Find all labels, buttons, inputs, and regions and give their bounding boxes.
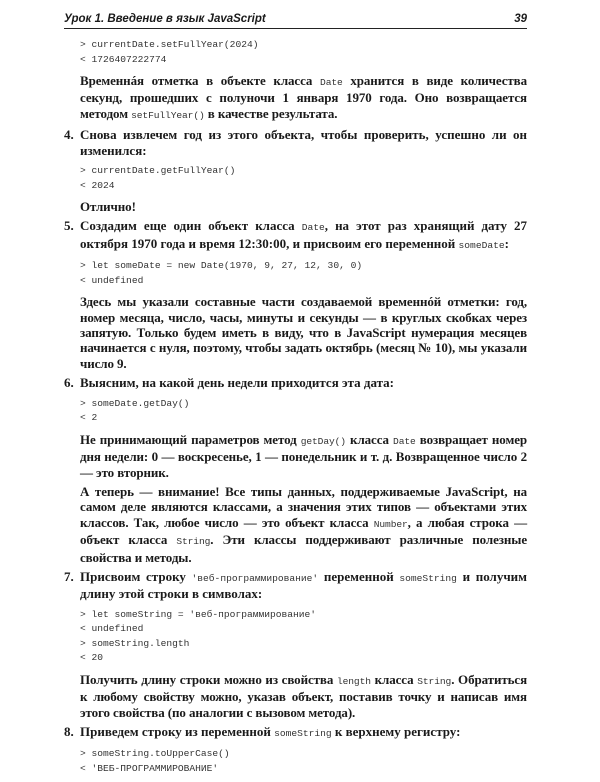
text-run: А теперь — внимание! Все типы данных, поддерживаемые JavaScript, на самом деле являются классами, а значения этих типов — объектами этих классов. Так, любое число — это объект класса xyxy=(80,483,527,530)
step-number: 6. xyxy=(64,375,74,391)
step-text xyxy=(80,218,527,253)
text-run: хранится в виде количества секунд, прошедших с полуночи 1 января 1970 года. Оно возвращается методом xyxy=(80,73,527,121)
running-header xyxy=(64,10,527,29)
text-run: , на этот раз хранящий дату 27 октября 1970 года и время 12:30:00, и присвоим его переменной xyxy=(80,218,527,251)
inline-code: String xyxy=(417,675,452,687)
code-line: < 1726407222774 xyxy=(80,53,167,65)
inline-code: getDay() xyxy=(300,435,346,447)
code-line: > someDate.getDay() xyxy=(80,397,190,409)
text-run: возвращает номер дня недели: 0 — воскресенье, 1 — понедельник и т. д. Возвращенное число 2 — это вторник. xyxy=(80,431,528,480)
step-text xyxy=(80,375,527,390)
code-line: > someString.length xyxy=(80,637,190,649)
text-run: переменной xyxy=(318,568,400,584)
inline-code: someString xyxy=(399,572,457,584)
text-run: Не принимающий параметров метод xyxy=(80,431,301,447)
inline-code: someString xyxy=(274,727,332,739)
code-block xyxy=(80,397,527,426)
code-line: < 2024 xyxy=(80,179,115,191)
numbered-step xyxy=(64,218,527,253)
inline-code: Date xyxy=(393,435,416,447)
step-text xyxy=(80,569,527,602)
step-number: 4. xyxy=(64,127,74,143)
inline-code: length xyxy=(336,675,371,687)
text-run: к верхнему регистру: xyxy=(331,723,461,739)
paragraph xyxy=(80,484,527,565)
step-number: 5. xyxy=(64,218,74,234)
text-run: , а любая строка — объект класса xyxy=(80,514,527,548)
page-body xyxy=(64,38,527,782)
code-block xyxy=(80,608,527,666)
text-run: и получим длину этой строки в символах: xyxy=(80,568,528,602)
inline-code: String xyxy=(176,536,211,548)
inline-code: setFullYear() xyxy=(131,109,205,121)
code-line: < 20 xyxy=(80,652,104,664)
code-line: < 2 xyxy=(80,412,98,424)
inline-code: Number xyxy=(373,518,408,530)
text-run: . Обратиться к любому свойству можно, указав объект, поставив точку и написав имя этого свойства (по аналогии с вызовом метода). xyxy=(80,671,527,720)
inline-code: Date xyxy=(320,77,343,88)
step-number: 8. xyxy=(64,723,74,739)
text-run: . Эти классы поддерживают различные полезные свойства и методы. xyxy=(80,532,527,565)
code-line: < undefined xyxy=(80,274,144,286)
code-block xyxy=(80,38,527,67)
text-run: Получить длину строки можно из свойства xyxy=(80,671,337,687)
text-run: Выясним, на какой день недели приходится эта дата: xyxy=(80,375,395,391)
code-block xyxy=(80,164,527,193)
code-block xyxy=(80,747,527,776)
code-line: < undefined xyxy=(80,623,144,635)
code-line: > let someString = 'веб-программирование' xyxy=(80,608,317,620)
inline-code: Date xyxy=(301,222,325,234)
code-line: > currentDate.getFullYear() xyxy=(80,165,236,177)
step-number: 7. xyxy=(64,568,74,584)
code-line: > let someDate = new Date(1970, 9, 27, 12, 30, 0) xyxy=(80,260,363,272)
numbered-step xyxy=(64,127,527,158)
step-text xyxy=(80,724,527,741)
paragraph xyxy=(80,199,527,214)
paragraph xyxy=(80,294,527,371)
text-run: класса xyxy=(370,671,418,687)
code-line: < 'ВЕБ-ПРОГРАММИРОВАНИЕ' xyxy=(80,762,219,774)
code-line: > currentDate.setFullYear(2024) xyxy=(80,39,259,50)
paragraph xyxy=(80,672,527,720)
code-block xyxy=(80,259,527,288)
code-line: > someString.toUpperCase() xyxy=(80,748,230,760)
paragraph xyxy=(80,432,527,480)
text-run: Приведем строку из переменной xyxy=(80,723,275,739)
numbered-step xyxy=(64,569,527,602)
chapter-title: Урок 1. Введение в язык JavaScript xyxy=(64,13,266,25)
numbered-step xyxy=(64,375,527,390)
text-run: Присвоим строку xyxy=(80,568,192,584)
numbered-step xyxy=(64,724,527,741)
inline-code: someDate xyxy=(458,239,505,251)
page-number: 39 xyxy=(514,13,527,25)
step-text xyxy=(80,127,527,158)
text-run: в качестве результата. xyxy=(204,105,338,121)
text-run: : xyxy=(504,235,509,251)
text-run: Создадим еще один объект класса xyxy=(80,218,302,234)
text-run: Снова извлечем год из этого объекта, чтобы проверить, успешно ли он изменился: xyxy=(80,127,527,158)
text-run: класса xyxy=(345,431,394,447)
inline-code: 'веб-программирование' xyxy=(191,572,319,584)
text-run: Отлично! xyxy=(80,199,136,215)
text-run: Здесь мы указали составные части создаваемой временнóй отметки: год, номер месяца, число, часы, минуты и секунды — в круглых скобках через запятую. Только будем иметь в виду, что в JavaScript нумерация месяцев начинается с нуля, поэтому, чтобы задать октябрь (месяц № 10), мы указали число 9. xyxy=(80,294,527,371)
text-run: Временнáя отметка в объекте класса xyxy=(80,73,321,88)
paragraph xyxy=(80,73,527,123)
